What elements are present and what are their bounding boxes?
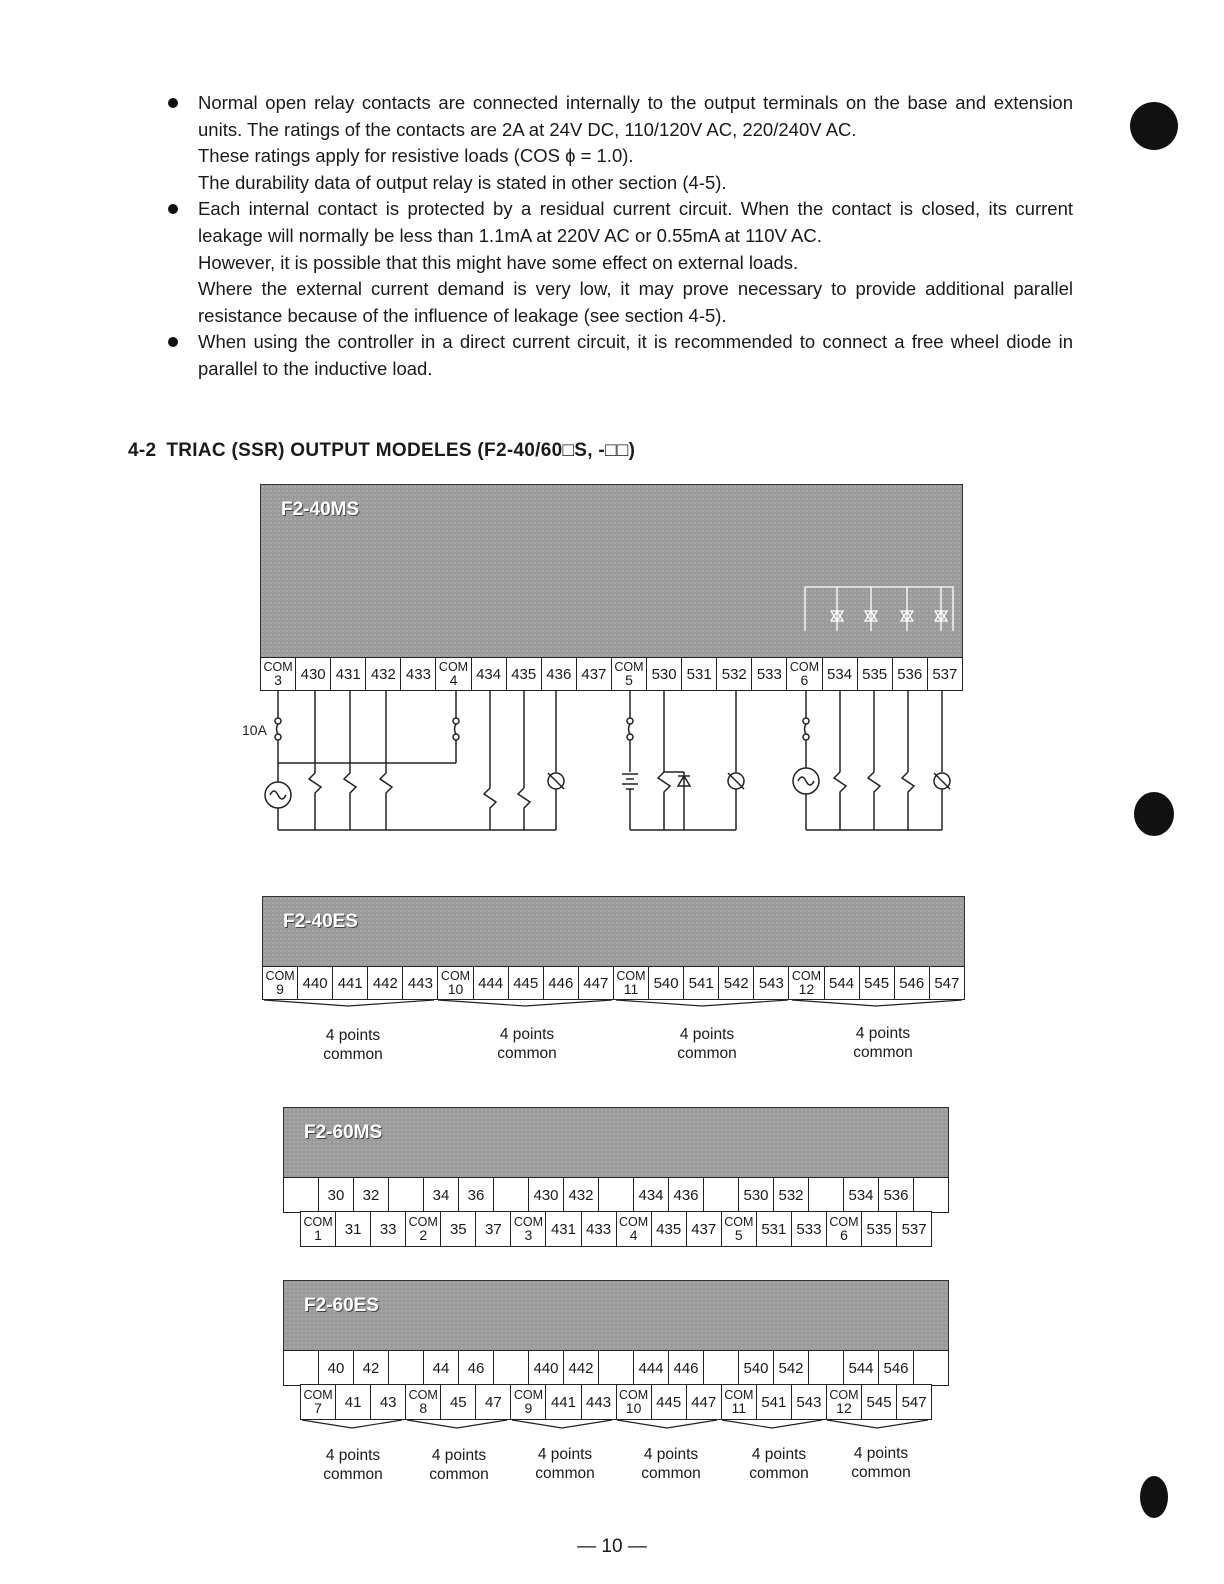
com-number: 3 [274,672,282,688]
com-number: 5 [734,1227,743,1243]
terminal: 431 [545,1212,580,1246]
com-label: COM [408,1215,438,1229]
terminal-blank [703,1178,738,1212]
com-number: 12 [798,981,815,997]
terminal: 37 [475,1212,510,1246]
terminal-com [405,1212,440,1246]
com-label: COM [263,660,293,674]
bullet-relay-contacts [168,90,1073,196]
terminal: 543 [791,1385,826,1419]
terminal: 36 [458,1178,493,1212]
binder-hole-mark [1130,102,1178,150]
terminal: 443 [581,1385,616,1419]
terminal: 437 [576,658,611,690]
com-number: 11 [731,1400,747,1416]
terminal: 430 [295,658,330,690]
com-number: 1 [314,1227,322,1243]
triac-symbols [801,581,961,631]
group-label: 4 points common [851,1445,911,1481]
terminal: 532 [716,658,751,690]
bullet-dc-circuit [168,329,1073,382]
terminal: 533 [751,658,786,690]
terminal: 35 [440,1212,475,1246]
terminal: 32 [353,1178,388,1212]
paragraph: The durability data of output relay is stated in other section (4-5). [198,171,727,193]
terminal-com [826,1385,861,1419]
terminal-com [301,1212,335,1246]
terminal: 433 [400,658,435,690]
com-number: 10 [625,1400,642,1416]
paragraph: Where the external current demand is very low, it may prove necessary to provide additional parallel resistance because of the influence of leakage (see section 4-5). [198,278,1073,326]
com-label: COM [829,1215,859,1229]
terminal: 537 [927,658,962,690]
terminal: 535 [857,658,892,690]
terminal: 436 [668,1178,703,1212]
terminal: 546 [878,1351,913,1385]
terminal: 46 [458,1351,493,1385]
com-label: COM [408,1388,438,1402]
terminal-blank [493,1351,528,1385]
terminal: 543 [753,967,788,999]
terminal: 546 [894,967,929,999]
terminal: 431 [330,658,365,690]
terminal-com [510,1385,545,1419]
terminal-blank [703,1351,738,1385]
terminal: 544 [824,967,859,999]
terminal-blank [913,1351,948,1385]
com-label: COM [513,1388,543,1402]
group-label: 4 points common [323,1027,383,1063]
terminal: 545 [859,967,894,999]
com-number: 6 [800,672,809,688]
terminal: 446 [668,1351,703,1385]
terminal-com [788,967,823,999]
terminal: 47 [475,1385,510,1419]
terminal: 537 [896,1212,931,1246]
terminal: 544 [843,1351,878,1385]
bullet-dot-icon [168,337,178,347]
terminal: 530 [738,1178,773,1212]
terminal-com [826,1212,861,1246]
com-number: 4 [449,672,458,688]
terminal: 31 [335,1212,370,1246]
terminal: 34 [423,1178,458,1212]
group-label: 4 points common [641,1446,701,1482]
group-braces [262,998,966,1012]
terminal: 41 [335,1385,370,1419]
terminal: 534 [843,1178,878,1212]
terminal: 442 [563,1351,598,1385]
terminal: 447 [686,1385,721,1419]
terminal: 542 [773,1351,808,1385]
bullet-dot-icon [168,204,178,214]
terminal-com [435,658,470,690]
panel-f2-60ms [283,1107,949,1179]
terminal-strip-bottom-f2-60es [300,1384,932,1420]
group-label: 4 points common [323,1447,383,1483]
panel-title: F2-60MS [304,1122,383,1143]
binder-hole-mark [1140,1476,1168,1518]
bullet-dot-icon [168,98,178,108]
panel-f2-60es [283,1280,949,1352]
terminal: 44 [423,1351,458,1385]
com-label: COM [829,1388,859,1402]
terminal-com [510,1212,545,1246]
com-number: 5 [625,672,633,688]
com-label: COM [724,1388,754,1402]
com-label: COM [789,660,820,674]
section-heading [128,440,645,462]
terminal: 45 [440,1385,475,1419]
terminal: 432 [365,658,400,690]
group-label: 4 points common [535,1446,595,1482]
com-number: 2 [419,1227,428,1243]
com-number: 8 [419,1400,428,1416]
terminal: 436 [541,658,576,690]
terminal-blank [598,1178,633,1212]
terminal-blank [808,1178,843,1212]
com-label: COM [791,969,822,983]
terminal-com [437,967,472,999]
terminal: 432 [563,1178,598,1212]
com-label: COM [619,1388,649,1402]
terminal-com [263,967,297,999]
fuse-label: 10A [242,722,267,738]
paragraph: These ratings apply for resistive loads (COS ϕ = 1.0). [198,145,634,167]
page-number: — 10 — [577,1536,647,1557]
terminal: 541 [683,967,718,999]
terminal: 445 [651,1385,686,1419]
terminal: 447 [578,967,613,999]
terminal-com [616,1212,651,1246]
terminal-strip-top-f2-60es [283,1350,949,1386]
terminal-blank [808,1351,843,1385]
terminal: 536 [892,658,927,690]
bullet-list [168,90,1073,383]
terminal-blank [284,1178,318,1212]
binder-hole-mark [1134,792,1174,836]
terminal: 434 [471,658,506,690]
terminal: 433 [581,1212,616,1246]
paragraph: However, it is possible that this might have some effect on external loads. [198,251,799,273]
com-number: 9 [276,981,284,997]
terminal: 533 [791,1212,826,1246]
section-number: 4-2 [128,440,157,461]
terminal: 540 [738,1351,773,1385]
terminal-com [405,1385,440,1419]
terminal: 535 [861,1212,896,1246]
terminal: 435 [506,658,541,690]
terminal: 434 [633,1178,668,1212]
com-label: COM [513,1215,543,1229]
com-number: 12 [836,1400,852,1416]
terminal: 440 [528,1351,563,1385]
terminal: 541 [756,1385,791,1419]
terminal: 547 [929,967,964,999]
terminal-blank [913,1178,948,1212]
terminal: 435 [651,1212,686,1246]
panel-f2-40ms [260,484,963,661]
group-braces [300,1418,932,1434]
terminal: 444 [633,1351,668,1385]
terminal-strip-f2-40es [262,966,965,1000]
terminal: 545 [861,1385,896,1419]
terminal-blank [388,1351,423,1385]
paragraph: Normal open relay contacts are connected internally to the output terminals on the base and extension units. The ratings of the contacts are 2A at 24V DC, 110/120V AC, 220/240V AC. [198,92,1073,140]
terminal: 536 [878,1178,913,1212]
terminal-blank [598,1351,633,1385]
terminal: 540 [648,967,683,999]
group-label: 4 points common [677,1026,737,1062]
com-label: COM [303,1388,333,1402]
terminal-com [613,967,648,999]
terminal: 534 [822,658,857,690]
paragraph: When using the controller in a direct current circuit, it is recommended to connect a free wheel diode in parallel to the inductive load. [198,331,1073,379]
com-number: 9 [524,1400,533,1416]
group-label: 4 points common [749,1446,809,1482]
terminal: 437 [686,1212,721,1246]
com-number: 3 [524,1227,533,1243]
terminal-blank [493,1178,528,1212]
terminal: 441 [332,967,367,999]
terminal: 547 [896,1385,931,1419]
terminal-strip-top-f2-60ms [283,1177,949,1213]
terminal: 43 [370,1385,405,1419]
com-number: 10 [447,981,464,997]
com-number: 7 [314,1400,322,1416]
section-title: TRIAC (SSR) OUTPUT MODELES (F2-40/60□S, -□□) [166,440,636,461]
terminal-com [301,1385,335,1419]
bullet-leakage [168,196,1073,329]
group-label: 4 points common [497,1026,557,1062]
com-label: COM [724,1215,754,1229]
terminal-blank [284,1351,318,1385]
terminal: 442 [367,967,402,999]
terminal: 443 [402,967,437,999]
com-number: 4 [629,1227,638,1243]
terminal: 446 [543,967,578,999]
terminal: 531 [681,658,716,690]
terminal-com [721,1385,756,1419]
terminal: 441 [545,1385,580,1419]
terminal-com [786,658,821,690]
terminal-com [261,658,295,690]
terminal-strip-f2-40ms [260,657,963,691]
group-label: 4 points common [429,1447,489,1483]
terminal: 40 [318,1351,353,1385]
com-label: COM [616,969,646,983]
terminal: 30 [318,1178,353,1212]
terminal: 531 [756,1212,791,1246]
terminal: 444 [473,967,508,999]
terminal: 542 [718,967,753,999]
terminal-blank [388,1178,423,1212]
wiring-diagram [228,688,968,838]
panel-title: F2-60ES [304,1295,379,1316]
terminal: 440 [297,967,332,999]
com-label: COM [614,660,644,674]
panel-title: F2-40ES [283,911,358,932]
terminal-strip-bottom-f2-60ms [300,1211,932,1247]
terminal: 532 [773,1178,808,1212]
com-number: 6 [840,1227,848,1243]
panel-f2-40es [262,896,965,970]
com-label: COM [303,1215,333,1229]
com-label: COM [619,1215,649,1229]
terminal-com [611,658,646,690]
paragraph: Each internal contact is protected by a residual current circuit. When the contact is closed, its current leakage will normally be less than 1.1mA at 220V AC or 0.55mA at 110V AC. [198,198,1073,246]
terminal: 33 [370,1212,405,1246]
com-number: 11 [623,981,639,997]
com-label: COM [438,660,469,674]
terminal: 430 [528,1178,563,1212]
terminal-com [616,1385,651,1419]
group-label: 4 points common [853,1025,913,1061]
terminal: 445 [508,967,543,999]
terminal: 530 [646,658,681,690]
panel-title: F2-40MS [281,499,360,520]
com-label: COM [440,969,471,983]
com-label: COM [265,969,295,983]
terminal-com [721,1212,756,1246]
terminal: 42 [353,1351,388,1385]
